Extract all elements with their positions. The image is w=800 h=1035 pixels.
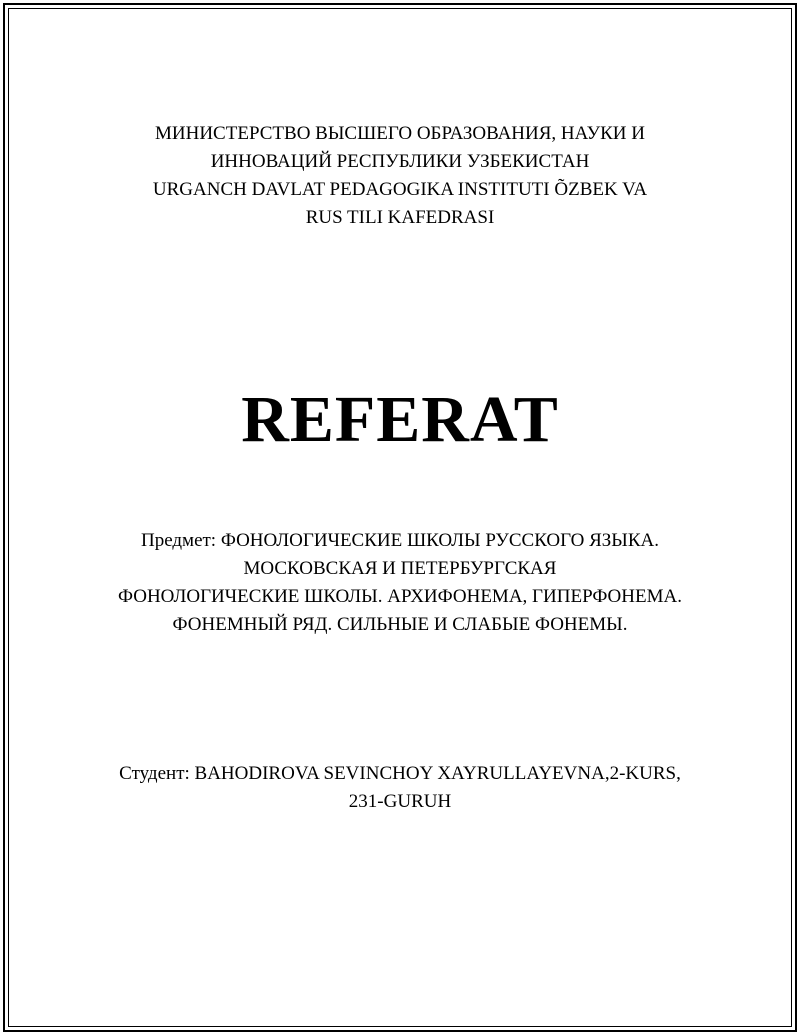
subject-line: ФОНОЛОГИЧЕСКИЕ ШКОЛЫ. АРХИФОНЕМА, ГИПЕРФОНЕМА.: [118, 586, 682, 607]
subject-line: МОСКОВСКАЯ И ПЕТЕРБУРГСКАЯ: [243, 558, 557, 579]
subject-section: [0, 527, 800, 639]
subject-line: Предмет: ФОНОЛОГИЧЕСКИЕ ШКОЛЫ РУССКОГО ЯЗЫКА.: [140, 530, 660, 551]
student-section: [0, 760, 800, 816]
subject-line: ФОНЕМНЫЙ РЯД. СИЛЬНЫЕ И СЛАБЫЕ ФОНЕМЫ.: [172, 614, 628, 635]
header-line: МИНИСТЕРСТВО ВЫСШЕГО ОБРАЗОВАНИЯ, НАУКИ И: [155, 123, 645, 144]
student-line: Студент: BAHODIROVA SEVINCHOY XAYRULLAYEVNA,2-KURS,: [119, 763, 681, 784]
document-title: REFERAT: [241, 383, 559, 456]
student-line: 231-GURUH: [348, 791, 452, 812]
header-line: ИННОВАЦИЙ РЕСПУБЛИКИ УЗБЕКИСТАН: [210, 151, 590, 172]
header-line: URGANCH DAVLAT PEDAGOGIKA INSTITUTI ÕZBEK VA: [152, 179, 648, 200]
institution-header: [0, 120, 800, 232]
title-section: [0, 380, 800, 460]
header-line: RUS TILI KAFEDRASI: [305, 207, 495, 228]
